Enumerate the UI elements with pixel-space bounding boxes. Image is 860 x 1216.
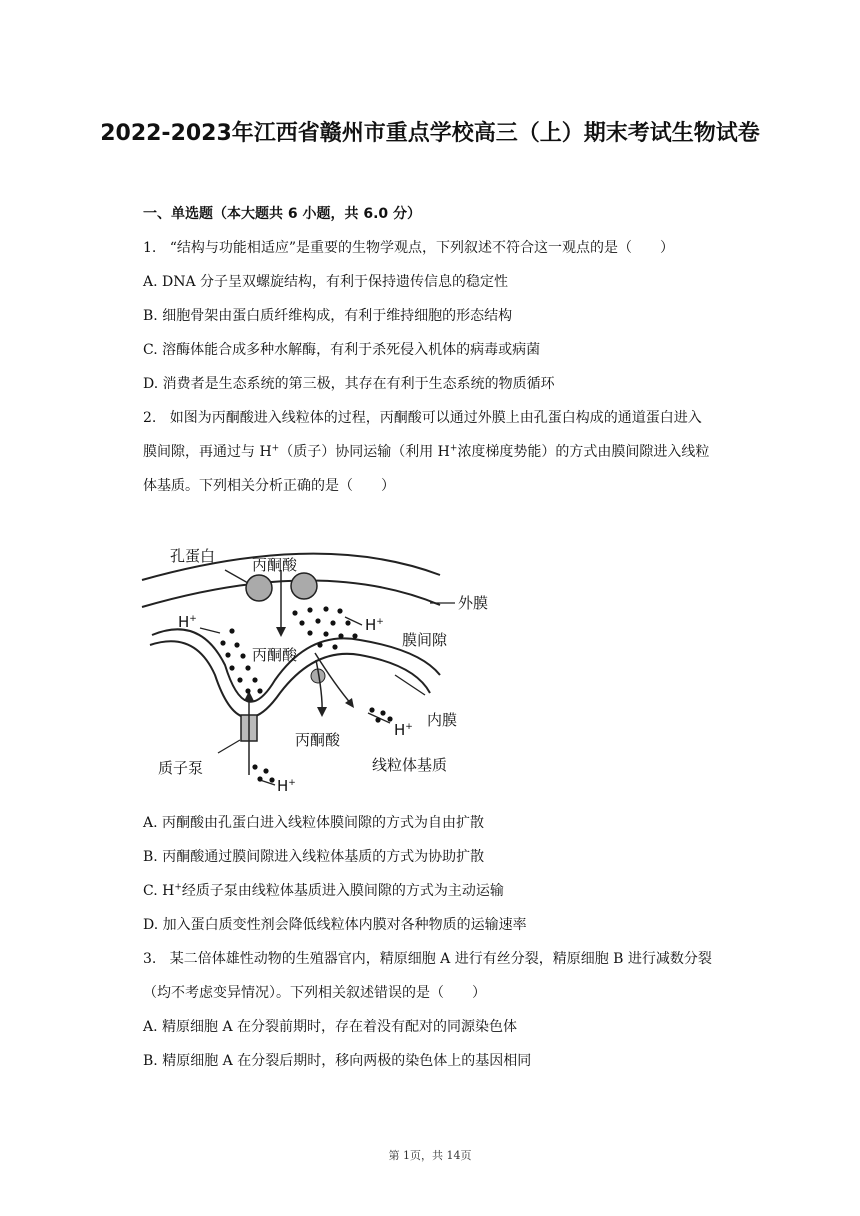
question-1: [143, 237, 674, 257]
option-2c: [143, 880, 504, 900]
question-2-line2: [143, 441, 709, 461]
label-outer-membrane: 外膜: [458, 594, 489, 612]
option-2d: D. 加入蛋白质变性剂会降低线粒体内膜对各种物质的运输速率: [143, 917, 527, 933]
question-number: 2.: [143, 410, 157, 426]
option-1a: A. DNA 分子呈双螺旋结构，有利于保持遗传信息的稳定性: [143, 274, 509, 290]
question-stem: “结构与功能相适应”是重要的生物学观点，下列叙述不符合这一观点的是（ ）: [169, 240, 675, 256]
label-pyruvate-bottom: 丙酮酸: [295, 731, 341, 749]
mitochondria-diagram: [140, 535, 500, 800]
superscript: +: [174, 882, 182, 893]
porin-pointer: [225, 570, 248, 583]
question-3-line2: （均不考虑变异情况）。下列相关叙述错误的是（ ）: [143, 985, 486, 1001]
page-footer: 第 1页，共 14页: [388, 1149, 472, 1162]
label-matrix: 线粒体基质: [372, 756, 448, 774]
superscript: +: [449, 443, 458, 454]
label-inner-membrane: 内膜: [427, 711, 458, 729]
option-text: C. H: [143, 883, 175, 899]
option-2b: B. 丙酮酸通过膜间隙进入线粒体基质的方式为协助扩散: [143, 849, 485, 865]
pump-pointer: [218, 740, 240, 753]
option-3a: A. 精原细胞 A 在分裂前期时，存在着没有配对的同源染色体: [143, 1019, 518, 1035]
label-pyruvate-top: 丙酮酸: [252, 556, 298, 574]
option-1b: B. 细胞骨架由蛋白质纤维构成，有利于维持细胞的形态结构: [143, 308, 513, 324]
label-pyruvate-mid: 丙酮酸: [252, 646, 298, 664]
label-proton-pump: 质子泵: [158, 759, 204, 777]
question-stem-line1: 某二倍体雄性动物的生殖器官内，精原细胞 A 进行有丝分裂，精原细胞 B 进行减数分裂: [169, 951, 712, 967]
option-3b: B. 精原细胞 A 在分裂后期时，移向两极的染色体上的基因相同: [143, 1053, 532, 1069]
option-1c: C. 溶酶体能合成多种水解酶，有利于杀死侵入机体的病毒或病菌: [143, 342, 541, 358]
pyruvate-arrow-2-head: [317, 707, 327, 717]
label-h-plus-3: H+: [394, 721, 413, 739]
pyruvate-arrow-1-head: [276, 627, 286, 637]
question-2: [143, 407, 702, 427]
option-2a: A. 丙酮酸由孔蛋白进入线粒体膜间隙的方式为自由扩散: [143, 815, 485, 831]
porin-circle-right: [291, 573, 317, 599]
label-h-plus-1: H+: [178, 613, 197, 631]
question-stem-line1: 如图为丙酮酸进入线粒体的过程，丙酮酸可以通过外膜上由孔蛋白构成的通道蛋白进入: [169, 410, 702, 426]
inner-pointer: [395, 675, 425, 695]
question-number: 1.: [143, 240, 157, 256]
label-h-plus-2: H+: [365, 616, 384, 634]
hplus-pointer-1: [200, 628, 220, 633]
superscript: +: [271, 443, 280, 454]
label-h-plus-4: H+: [277, 777, 296, 795]
pyruvate-arrow-2: [316, 660, 322, 713]
question-3: [143, 948, 712, 968]
hplus-arrow-head: [345, 698, 354, 708]
option-text: 经质子泵由线粒体基质进入膜间隙的方式为主动运输: [181, 883, 504, 899]
stem-text: 膜间隙，再通过与 H: [143, 444, 272, 460]
stem-text: （质子）协同运输（利用 H: [279, 444, 450, 460]
option-1d: D. 消费者是生态系统的第三极，其存在有利于生态系统的物质循环: [143, 376, 555, 392]
porin-circle-left: [246, 575, 272, 601]
exam-title: 2022-2023年江西省赣州市重点学校高三（上）期末考试生物试卷: [100, 121, 760, 146]
question-number: 3.: [143, 951, 157, 967]
label-intermembrane-space: 膜间隙: [402, 631, 448, 649]
stem-text: 浓度梯度势能）的方式由膜间隙进入线粒: [457, 444, 710, 460]
section-heading: 一、单选题（本大题共 6 小题，共 6.0 分）: [143, 206, 422, 222]
label-porin: 孔蛋白: [170, 547, 216, 565]
question-2-line3: 体基质。下列相关分析正确的是（ ）: [143, 478, 395, 494]
